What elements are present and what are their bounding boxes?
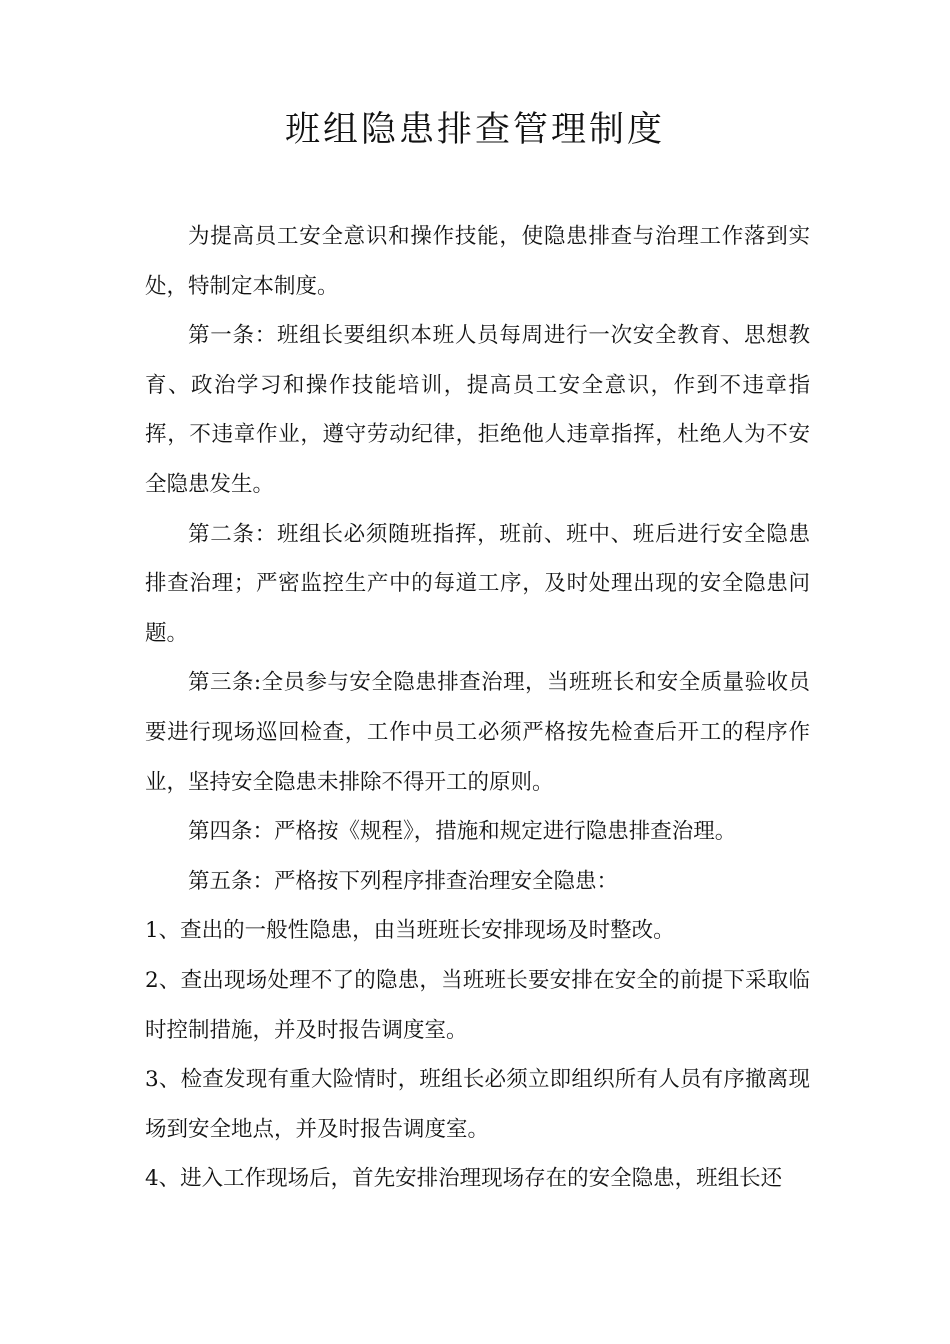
- article-3-paragraph: 第三条:全员参与安全隐患排查治理，当班班长和安全质量验收员要进行现场巡回检查，工作中员工必须严格按先检查后开工的程序作业，坚持安全隐患未排除不得开工的原则。: [145, 670, 810, 795]
- list-item: 2、查出现场处理不了的隐患，当班班长要安排在安全的前提下采取临时控制措施，并及时报告调度室。: [145, 967, 810, 1043]
- article-4-paragraph: 第四条：严格按《规程》，措施和规定进行隐患排查治理。: [188, 819, 737, 845]
- list-item: 4、进入工作现场后，首先安排治理现场存在的安全隐患，班组长还: [145, 1166, 783, 1192]
- list-item: 3、检查发现有重大险情时，班组长必须立即组织所有人员有序撤离现场到安全地点，并及时报告调度室。: [145, 1067, 810, 1142]
- document-body: [145, 212, 810, 1204]
- list-item: 1、查出的一般性隐患，由当班班长安排现场及时整改。: [145, 918, 675, 944]
- article-1-paragraph: 第一条：班组长要组织本班人员每周进行一次安全教育、思想教育、政治学习和操作技能培训，提高员工安全意识，作到不违章指挥，不违章作业，遵守劳动纪律，拒绝他人违章指挥，杜绝人为不安全隐患发生。: [145, 323, 810, 497]
- article-5-paragraph: 第五条：严格按下列程序排查治理安全隐患：: [188, 868, 619, 894]
- document-title: 班组隐患排查管理制度: [284, 110, 665, 150]
- intro-paragraph: 为提高员工安全意识和操作技能，使隐患排查与治理工作落到实处，特制定本制度。: [145, 224, 810, 299]
- article-2-paragraph: 第二条：班组长必须随班指挥，班前、班中、班后进行安全隐患排查治理；严密监控生产中的每道工序，及时处理出现的安全隐患问题。: [145, 521, 810, 646]
